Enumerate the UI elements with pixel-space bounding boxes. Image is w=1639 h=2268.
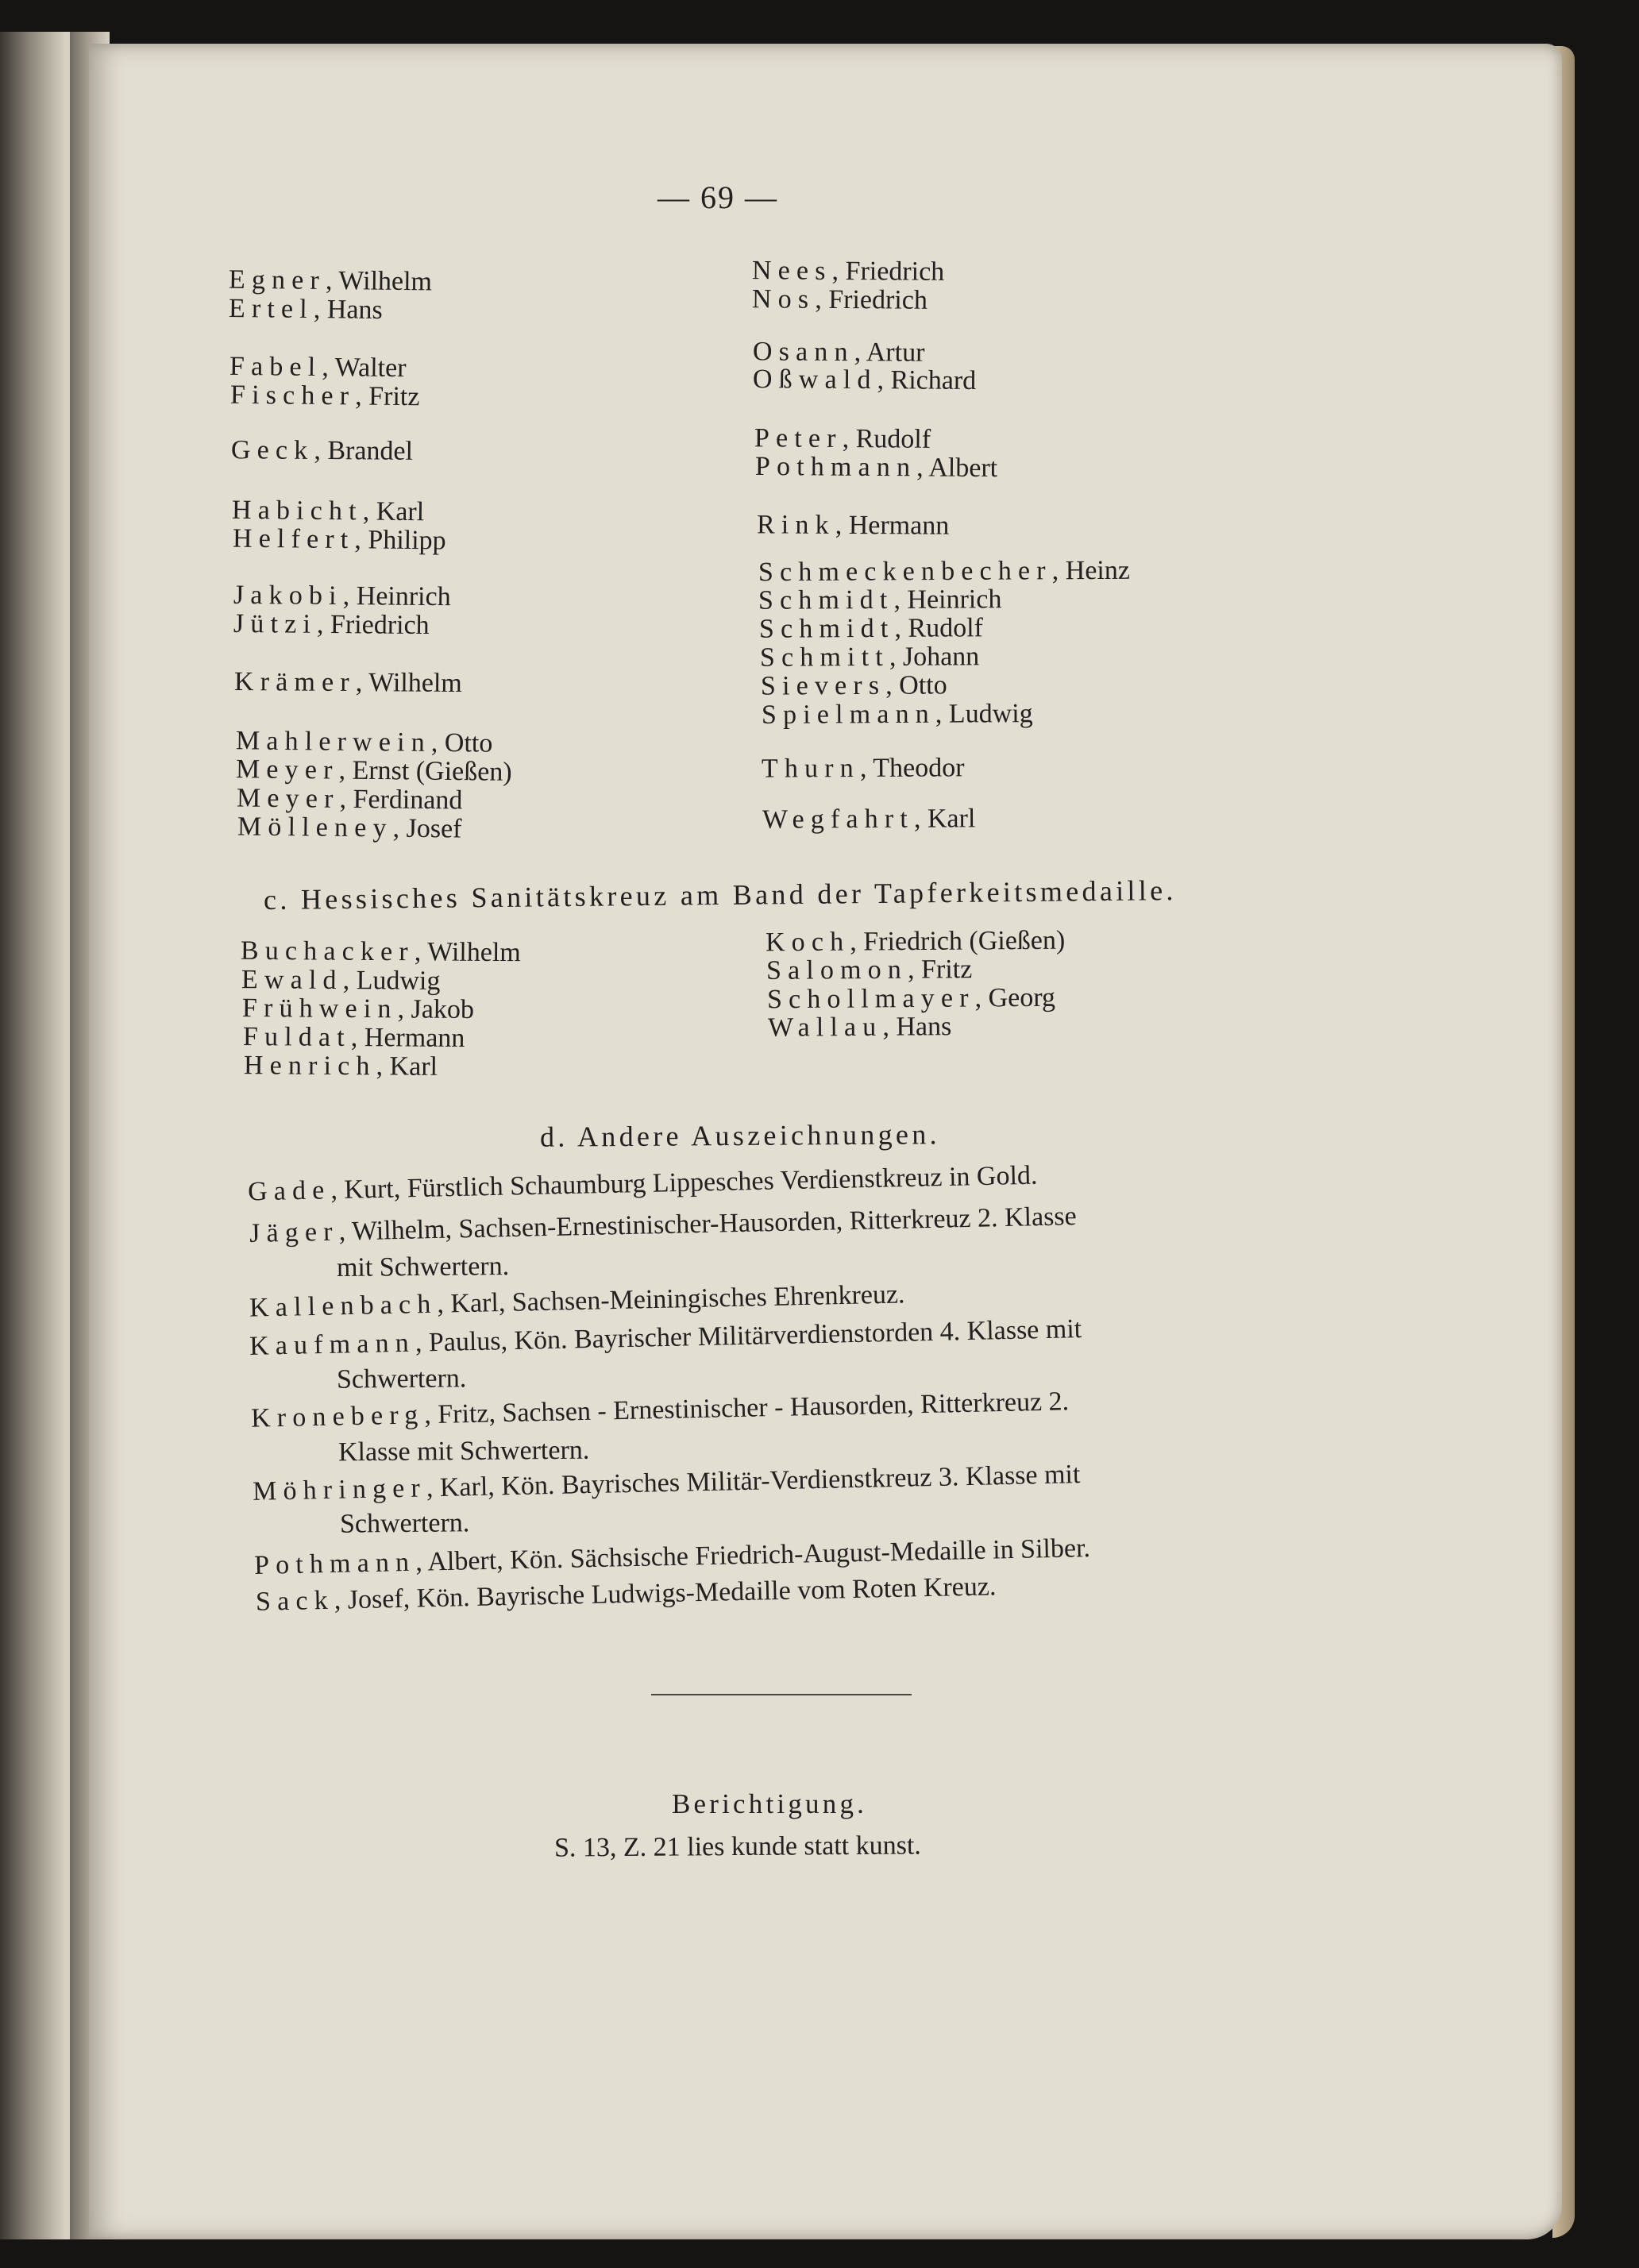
entry-given-name: Rudolf bbox=[855, 424, 931, 454]
name-entry: Schmidt, Rudolf bbox=[758, 613, 984, 644]
name-entry: Mölleney, Josef bbox=[237, 812, 462, 844]
entry-given-name: Otto bbox=[444, 728, 493, 758]
name-entry: Meyer, Ernst (Gießen) bbox=[235, 754, 512, 787]
entry-given-name: Hermann bbox=[848, 510, 950, 541]
name-entry: Schmeckenbecher, Heinz bbox=[758, 555, 1130, 588]
entry-given-name: Wilhelm bbox=[427, 937, 521, 968]
entry-surname: Egner bbox=[228, 264, 326, 295]
entry-given-name: Walter bbox=[334, 353, 407, 384]
award-description: , Karl, Kön. Bayrisches Militär-Verdienstkreuz 3. Klasse mit bbox=[426, 1460, 1081, 1503]
award-description: , Fritz, Sachsen - Ernestinischer - Hausorden, Ritterkreuz 2. bbox=[423, 1387, 1070, 1430]
name-entry: Spielmann, Ludwig bbox=[761, 699, 1033, 730]
name-entry: Nos, Friedrich bbox=[751, 284, 928, 315]
name-entry: Ewald, Ludwig bbox=[241, 965, 441, 996]
entry-surname: Koch bbox=[765, 927, 850, 958]
entry-surname: Fischer bbox=[229, 380, 356, 411]
entry-surname: Henrich bbox=[243, 1051, 376, 1082]
entry-surname: Schmidt bbox=[758, 613, 895, 644]
award-recipient-surname: Jäger bbox=[249, 1217, 340, 1248]
entry-given-name: Hans bbox=[896, 1012, 952, 1042]
entry-surname: Salomon bbox=[766, 955, 908, 986]
entry-given-name: Philipp bbox=[368, 525, 446, 556]
entry-surname: Schollmayer bbox=[766, 983, 975, 1015]
entry-surname: Pothmann bbox=[754, 451, 917, 483]
entry-given-name: Fritz bbox=[920, 955, 973, 985]
award-recipient-surname: Kallenbach bbox=[249, 1289, 438, 1323]
name-entry: Henrich, Karl bbox=[243, 1051, 438, 1082]
name-entry: Geck, Brandel bbox=[230, 435, 414, 466]
entry-surname: Fabel bbox=[229, 351, 322, 383]
entry-given-name: Albert bbox=[928, 453, 998, 484]
name-entry: Thurn, Theodor bbox=[761, 753, 965, 784]
award-description: , Wilhelm, Sachsen-Ernestinischer-Hausorden, Ritterkreuz 2. Klasse bbox=[338, 1202, 1078, 1247]
entry-given-name: Friedrich bbox=[845, 256, 945, 287]
entry-surname: Jützi bbox=[233, 608, 318, 639]
name-entry: Buchacker, Wilhelm bbox=[240, 935, 521, 968]
entry-given-name: Hermann bbox=[364, 1023, 465, 1053]
entry-given-name: Theodor bbox=[873, 753, 965, 783]
name-entry: Peter, Rudolf bbox=[754, 423, 931, 454]
entry-given-name: Friedrich (Gießen) bbox=[863, 925, 1066, 957]
name-entry: Fuldat, Hermann bbox=[242, 1022, 465, 1053]
entry-surname: Geck bbox=[230, 435, 314, 465]
entry-surname: Osann bbox=[752, 337, 854, 368]
entry-given-name: Karl bbox=[927, 804, 976, 834]
name-entry: Egner, Wilhelm bbox=[228, 264, 433, 297]
name-entry: Habicht, Karl bbox=[231, 495, 425, 527]
name-entry: Frühwein, Jakob bbox=[241, 993, 475, 1025]
entry-surname: Mölleney bbox=[237, 812, 393, 843]
entry-given-name: Wilhelm bbox=[368, 668, 462, 699]
name-entry: Rink, Hermann bbox=[756, 510, 950, 541]
entry-surname: Frühwein bbox=[241, 993, 398, 1024]
name-entry: Meyer, Ferdinand bbox=[236, 783, 463, 816]
entry-surname: Buchacker bbox=[240, 935, 415, 967]
award-recipient-surname: Möhringer bbox=[252, 1473, 427, 1506]
award-description: , Kurt, Fürstlich Schaumburg Lippesches Verdienstkreuz in Gold. bbox=[330, 1160, 1038, 1205]
entry-surname: Mahlerwein bbox=[235, 726, 432, 758]
name-entry: Oßwald, Richard bbox=[752, 364, 977, 395]
entry-given-name: Johann bbox=[902, 642, 980, 672]
section-d-heading: d. Andere Auszeichnungen. bbox=[539, 1118, 941, 1153]
entry-surname: Schmeckenbecher bbox=[758, 556, 1052, 588]
name-entry: Wallau, Hans bbox=[767, 1012, 952, 1043]
name-entry: Fischer, Fritz bbox=[229, 380, 420, 412]
name-entry: Jützi, Friedrich bbox=[233, 608, 430, 641]
name-entry: Wegfahrt, Karl bbox=[762, 804, 976, 835]
award-description: , Josef, Kön. Bayrische Ludwigs-Medaille vom Roten Kreuz. bbox=[334, 1572, 997, 1615]
entry-given-name: Hans bbox=[326, 295, 383, 326]
name-entry: Schmitt, Johann bbox=[759, 642, 980, 673]
name-entry: Salomon, Fritz bbox=[766, 955, 973, 986]
entry-surname: Meyer bbox=[235, 754, 339, 785]
name-entry: Nees, Friedrich bbox=[751, 256, 945, 287]
entry-given-name: Karl bbox=[389, 1051, 438, 1082]
entry-given-name: Ludwig bbox=[356, 966, 441, 996]
award-continuation: Klasse mit Schwertern. bbox=[337, 1435, 590, 1468]
page-number: — 69 — bbox=[658, 179, 778, 215]
name-entry: Krämer, Wilhelm bbox=[233, 666, 462, 699]
entry-surname: Rink bbox=[756, 510, 835, 540]
entry-given-name: Jakob bbox=[411, 994, 475, 1025]
entry-given-name: Georg bbox=[988, 982, 1056, 1013]
entry-given-name: Richard bbox=[890, 365, 977, 395]
award-recipient-surname: Pothmann bbox=[253, 1547, 416, 1581]
name-entry: Mahlerwein, Otto bbox=[235, 726, 493, 758]
entry-surname: Nos bbox=[751, 284, 816, 314]
entry-given-name: Fritz bbox=[368, 381, 420, 412]
entry-given-name: Wilhelm bbox=[338, 266, 433, 297]
entry-surname: Habicht bbox=[231, 495, 363, 526]
award-continuation: Schwertern. bbox=[339, 1508, 470, 1539]
entry-surname: Krämer bbox=[233, 666, 356, 698]
entry-given-name: Friedrich bbox=[828, 284, 928, 315]
entry-surname: Schmidt bbox=[758, 584, 894, 615]
entry-given-name: Josef bbox=[406, 813, 462, 844]
entry-surname: Wallau bbox=[767, 1012, 883, 1043]
entry-given-name: Heinz bbox=[1065, 555, 1130, 586]
entry-given-name: Ferdinand bbox=[353, 785, 463, 816]
award-description: , Albert, Kön. Sächsische Friedrich-August-Medaille in Silber. bbox=[415, 1533, 1091, 1577]
entry-surname: Ewald bbox=[241, 965, 343, 996]
name-entry: Sievers, Otto bbox=[760, 670, 947, 701]
entry-surname: Spielmann bbox=[761, 699, 935, 730]
entry-surname: Schmitt bbox=[759, 642, 890, 673]
entry-surname: Ertel bbox=[228, 293, 314, 325]
entry-surname: Oßwald bbox=[752, 364, 877, 395]
entry-given-name: Otto bbox=[899, 670, 947, 700]
award-continuation: Schwertern. bbox=[336, 1364, 467, 1394]
section-c-heading: c. Hessisches Sanitätskreuz am Band der Tapferkeitsmedaille. bbox=[263, 874, 1177, 916]
entry-given-name: Brandel bbox=[327, 436, 414, 466]
name-entry: Osann, Artur bbox=[752, 337, 925, 368]
entry-surname: Jakobi bbox=[233, 580, 343, 611]
name-entry: Ertel, Hans bbox=[228, 293, 383, 326]
award-recipient-surname: Kroneberg bbox=[250, 1400, 425, 1433]
entry-given-name: Artur bbox=[866, 338, 925, 368]
name-entry: Pothmann, Albert bbox=[754, 451, 998, 484]
entry-given-name: Karl bbox=[376, 496, 425, 527]
entry-given-name: Friedrich bbox=[330, 609, 430, 641]
entry-given-name: Rudolf bbox=[908, 613, 984, 643]
award-description: , Paulus, Kön. Bayrischer Militärverdienstorden 4. Klasse mit bbox=[415, 1314, 1082, 1358]
entry-surname: Thurn bbox=[761, 754, 861, 784]
name-entry: Jakobi, Heinrich bbox=[233, 580, 451, 612]
entry-surname: Sievers bbox=[760, 670, 886, 701]
entry-given-name: Heinrich bbox=[356, 581, 451, 612]
entry-given-name: Heinrich bbox=[907, 584, 1002, 615]
name-entry: Fabel, Walter bbox=[229, 351, 407, 384]
award-description: , Karl, Sachsen-Meiningisches Ehrenkreuz. bbox=[437, 1279, 905, 1319]
name-entry: Schollmayer, Georg bbox=[766, 982, 1056, 1015]
award-recipient-surname: Sack bbox=[255, 1585, 335, 1617]
entry-surname: Helfert bbox=[232, 523, 355, 555]
entry-surname: Meyer bbox=[236, 783, 340, 814]
separator-rule bbox=[651, 1694, 912, 1695]
entry-surname: Nees bbox=[751, 256, 832, 286]
award-continuation: mit Schwertern. bbox=[336, 1252, 510, 1282]
award-recipient-surname: Gade bbox=[247, 1175, 331, 1207]
entry-surname: Peter bbox=[754, 423, 843, 453]
name-entry: Koch, Friedrich (Gießen) bbox=[765, 925, 1066, 958]
name-entry: Helfert, Philipp bbox=[232, 523, 446, 556]
correction-text: S. 13, Z. 21 lies kunde statt kunst. bbox=[553, 1830, 921, 1863]
award-recipient-surname: Kaufmann bbox=[249, 1328, 416, 1361]
entry-surname: Fuldat bbox=[242, 1022, 351, 1052]
entry-given-name: Ludwig bbox=[948, 699, 1033, 729]
entry-surname: Wegfahrt bbox=[762, 804, 915, 835]
entry-given-name: Ernst (Gießen) bbox=[352, 755, 512, 787]
correction-heading: Berichtigung. bbox=[672, 1788, 868, 1819]
name-entry: Schmidt, Heinrich bbox=[758, 584, 1002, 615]
